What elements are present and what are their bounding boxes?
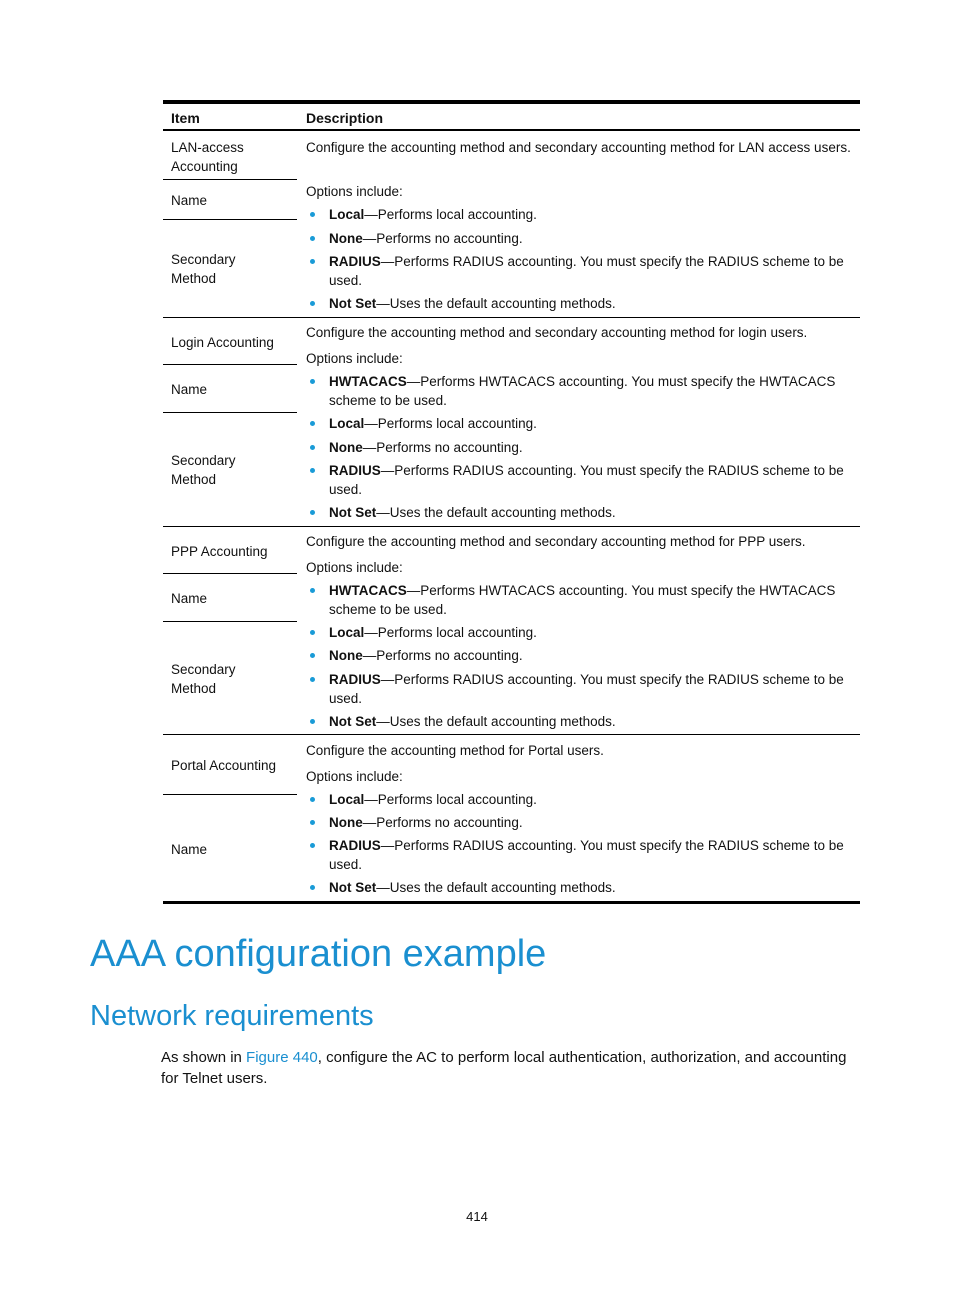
item-secondary-method: Secondary Method <box>171 453 236 487</box>
table-top-rule <box>163 100 860 104</box>
options-label: Options include: <box>306 184 403 199</box>
row-divider <box>163 179 297 180</box>
description-text: Configure the accounting method and secondary accounting method for PPP users. <box>306 534 806 549</box>
item-secondary-method: Secondary Method <box>171 662 236 696</box>
bullet-icon <box>310 468 315 473</box>
option-bullet: Not Set—Uses the default accounting methods. <box>306 503 851 522</box>
bullet-icon <box>310 797 315 802</box>
option-bullet: Not Set—Uses the default accounting methods. <box>306 294 851 313</box>
item-secondary-method: Secondary Method <box>171 252 236 286</box>
option-bullet: Not Set—Uses the default accounting methods. <box>306 878 851 897</box>
heading-network-requirements: Network requirements <box>90 1000 374 1032</box>
description-text: Configure the accounting method and secondary accounting method for login users. <box>306 325 808 340</box>
option-bullet: None—Performs no accounting. <box>306 813 851 832</box>
section-divider <box>163 734 860 735</box>
option-bullet: Local—Performs local accounting. <box>306 205 851 224</box>
bullet-icon <box>310 885 315 890</box>
item-name: Name <box>171 382 208 397</box>
options-label: Options include: <box>306 560 403 575</box>
row-divider <box>163 364 297 365</box>
section-divider <box>163 526 860 527</box>
option-bullet: RADIUS—Performs RADIUS accounting. You must specify the RADIUS scheme to be used. <box>306 836 851 874</box>
bullet-icon <box>310 445 315 450</box>
option-bullet: RADIUS—Performs RADIUS accounting. You must specify the RADIUS scheme to be used. <box>306 461 851 499</box>
option-bullet: None—Performs no accounting. <box>306 229 851 248</box>
description-text: Configure the accounting method and secondary accounting method for LAN access users. <box>306 140 851 155</box>
section-divider <box>163 317 860 318</box>
options-label: Options include: <box>306 769 403 784</box>
item-login-accounting: Login Accounting <box>171 335 274 350</box>
page-number: 414 <box>466 1209 488 1224</box>
header-description: Description <box>306 110 384 126</box>
item-ppp-accounting: PPP Accounting <box>171 544 268 559</box>
bullet-icon <box>310 379 315 384</box>
network-requirements-paragraph: As shown in Figure 440, configure the AC to perform local authentication, authorization, and accounting for Telnet users. <box>161 1049 847 1087</box>
item-name: Name <box>171 193 208 208</box>
option-bullet: RADIUS—Performs RADIUS accounting. You must specify the RADIUS scheme to be used. <box>306 670 851 708</box>
bullet-icon <box>310 421 315 426</box>
bullet-icon <box>310 588 315 593</box>
option-bullet: HWTACACS—Performs HWTACACS accounting. You must specify the HWTACACS scheme to be used. <box>306 372 851 410</box>
bullet-icon <box>310 677 315 682</box>
option-bullet: None—Performs no accounting. <box>306 646 851 665</box>
row-divider <box>163 621 297 622</box>
option-bullet: Local—Performs local accounting. <box>306 790 851 809</box>
bullet-icon <box>310 653 315 658</box>
bullet-icon <box>310 510 315 515</box>
item-portal-accounting: Portal Accounting <box>171 758 277 773</box>
bullet-icon <box>310 719 315 724</box>
description-text: Configure the accounting method for Portal users. <box>306 743 604 758</box>
item-name: Name <box>171 591 208 606</box>
bullet-icon <box>310 843 315 848</box>
row-divider <box>163 573 297 574</box>
options-label: Options include: <box>306 351 403 366</box>
table-bottom-rule <box>163 901 860 904</box>
option-bullet: Not Set—Uses the default accounting methods. <box>306 712 851 731</box>
bullet-icon <box>310 820 315 825</box>
heading-aaa-configuration-example: AAA configuration example <box>90 933 547 975</box>
item-lan-access-accounting: LAN-access Accounting <box>171 140 244 174</box>
header-item: Item <box>171 110 200 126</box>
bullet-icon <box>310 259 315 264</box>
option-bullet: RADIUS—Performs RADIUS accounting. You must specify the RADIUS scheme to be used. <box>306 252 851 290</box>
item-name: Name <box>171 842 208 857</box>
option-bullet: None—Performs no accounting. <box>306 438 851 457</box>
bullet-icon <box>310 630 315 635</box>
option-bullet: Local—Performs local accounting. <box>306 414 851 433</box>
bullet-icon <box>310 301 315 306</box>
option-bullet: HWTACACS—Performs HWTACACS accounting. You must specify the HWTACACS scheme to be used. <box>306 581 851 619</box>
header-rule <box>163 129 860 131</box>
bullet-icon <box>310 212 315 217</box>
row-divider <box>163 412 297 413</box>
option-bullet: Local—Performs local accounting. <box>306 623 851 642</box>
figure-440-link[interactable]: Figure 440 <box>246 1049 318 1066</box>
bullet-icon <box>310 236 315 241</box>
row-divider <box>163 794 297 795</box>
row-divider <box>163 219 297 220</box>
